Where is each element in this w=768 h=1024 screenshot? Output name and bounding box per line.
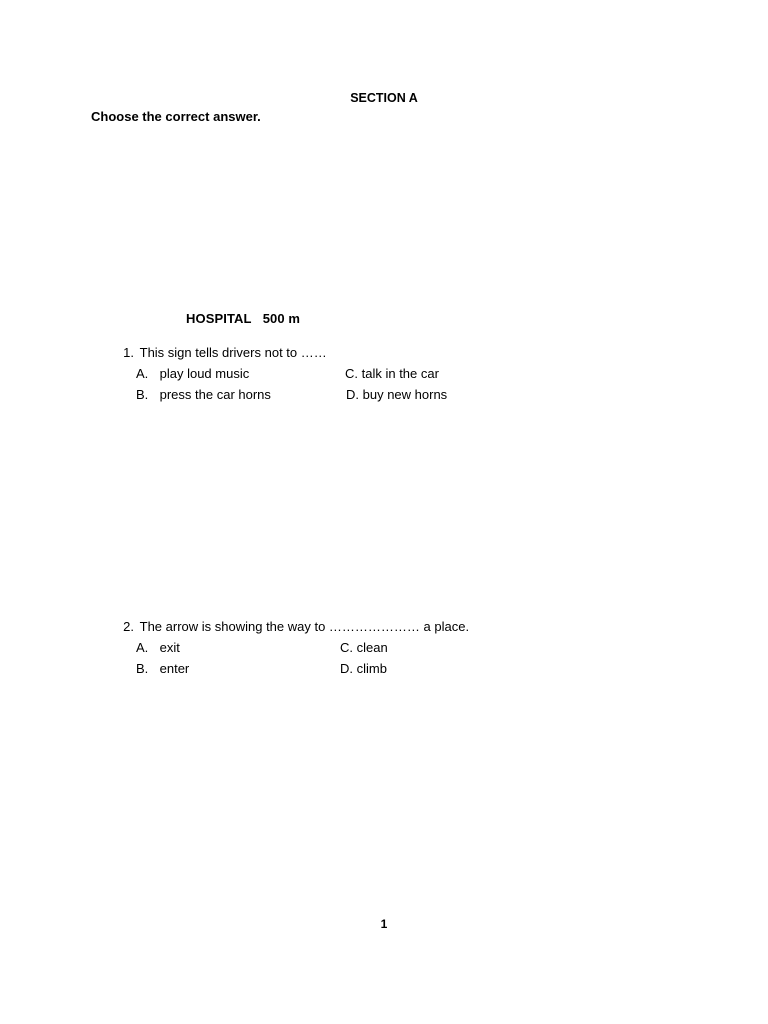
sign-place: HOSPITAL	[186, 311, 252, 326]
sign-distance: 500 m	[262, 311, 301, 326]
question-2-option-b	[136, 661, 189, 677]
section-title: SECTION A	[350, 91, 418, 105]
hospital-sign-caption	[186, 311, 300, 327]
question-1-option-b	[136, 387, 271, 403]
option-letter: A.	[136, 366, 149, 381]
option-text: exit	[159, 640, 180, 655]
option-letter: A.	[136, 640, 149, 655]
option-letter: B.	[136, 661, 149, 676]
question-2-number: 2.	[123, 619, 134, 634]
question-1-option-d	[346, 387, 447, 403]
option-text: press the car horns	[159, 387, 271, 402]
option-letter: C.	[340, 640, 353, 655]
option-text: buy new horns	[362, 387, 448, 402]
question-2-option-c	[340, 640, 388, 656]
instruction-text: Choose the correct answer.	[91, 109, 261, 124]
option-letter: C.	[345, 366, 358, 381]
option-text: clean	[356, 640, 388, 655]
question-2	[110, 619, 469, 635]
question-1-option-c	[345, 366, 439, 382]
question-1	[110, 345, 327, 361]
page-number: 1	[380, 917, 388, 931]
question-2-option-d	[340, 661, 387, 677]
option-text: play loud music	[159, 366, 250, 381]
option-text: climb	[356, 661, 387, 676]
instruction-line	[91, 109, 261, 125]
option-text: enter	[159, 661, 190, 676]
question-2-text: The arrow is showing the way to ………………… a place.	[139, 619, 470, 634]
option-letter: D.	[340, 661, 353, 676]
option-text: talk in the car	[361, 366, 439, 381]
option-letter: B.	[136, 387, 149, 402]
option-letter: D.	[346, 387, 359, 402]
question-2-option-a	[136, 640, 180, 656]
question-1-number: 1.	[123, 345, 134, 360]
question-1-text: This sign tells drivers not to ……	[139, 345, 327, 360]
question-1-option-a	[136, 366, 249, 382]
